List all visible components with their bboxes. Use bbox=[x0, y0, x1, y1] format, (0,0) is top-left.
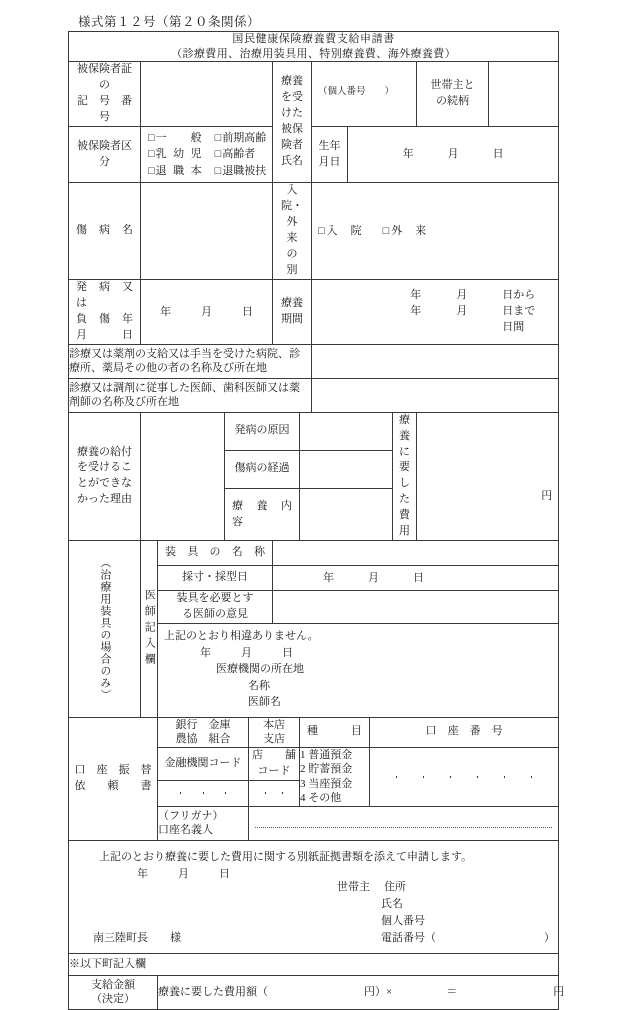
application-form-table bbox=[68, 31, 565, 1010]
birthdate-field[interactable] bbox=[348, 126, 559, 183]
progress-label: 傷病の経過 bbox=[225, 450, 300, 488]
cause-field[interactable] bbox=[300, 412, 393, 450]
account-number-cell[interactable] bbox=[451, 776, 478, 778]
device-name-field[interactable] bbox=[273, 541, 559, 566]
checkbox-inpatient[interactable]: □ 入 院 bbox=[318, 224, 363, 239]
doctor-name-label: 医師名 bbox=[248, 696, 281, 709]
formula-yen-multiply: 円）× bbox=[364, 985, 393, 998]
admission-type-options[interactable] bbox=[312, 183, 559, 280]
checkbox-retired-dependent[interactable]: □ 退職被扶 bbox=[215, 163, 267, 180]
form-title-cell bbox=[69, 32, 559, 62]
account-type-option-1[interactable]: 1 普通預金 bbox=[300, 748, 353, 761]
admission-type-label: 入院・外 来 の 別 bbox=[273, 183, 312, 280]
application-statement-row bbox=[69, 840, 559, 953]
cost-unit: 円 bbox=[541, 489, 553, 502]
relation-label: 世帯主と の続柄 bbox=[417, 62, 489, 127]
treatment-content-field[interactable] bbox=[300, 488, 393, 540]
householder-name-label: 氏名 bbox=[381, 897, 403, 910]
cert-number-field[interactable] bbox=[141, 62, 273, 127]
insured-category-label: 被保険者区分 bbox=[69, 126, 141, 183]
reason-cause-row bbox=[69, 412, 559, 450]
checkbox-elderly[interactable]: □ 高齢者 bbox=[215, 146, 256, 163]
bank-code-cell[interactable] bbox=[226, 792, 249, 794]
declaration-text: 上記のとおり相違ありません。 bbox=[164, 630, 319, 643]
householder-info-block bbox=[337, 879, 555, 947]
branch-code-cell[interactable] bbox=[249, 792, 266, 794]
payment-formula-field[interactable] bbox=[158, 975, 565, 1009]
application-statement-cell bbox=[69, 840, 559, 953]
onset-date-label: 発 病 又 は 負 傷 年 月 日 bbox=[69, 279, 141, 344]
hospital-label: 診療又は薬剤の支給又は手当を受けた病院、診 療所、薬局その他の者の名称及び所在地 bbox=[69, 344, 312, 378]
category-row-1 bbox=[148, 130, 267, 147]
form-title-main: 国民健康保険療養費支給申請書 bbox=[232, 33, 395, 45]
treatment-period-label: 療養期間 bbox=[273, 279, 312, 344]
formula-equals: ＝ bbox=[446, 985, 458, 998]
account-number-cell[interactable] bbox=[504, 776, 531, 778]
device-name-label: 装 具 の 名 称 bbox=[158, 541, 273, 566]
application-date[interactable]: 年 月 日 bbox=[137, 867, 230, 880]
patient-name-field[interactable] bbox=[312, 62, 417, 127]
account-type-option-4[interactable]: 4 その他 bbox=[300, 792, 342, 805]
cost-label: 療養 に要 した 費用 bbox=[393, 412, 417, 541]
checkbox-early-elderly[interactable]: □ 前期高齢 bbox=[215, 130, 267, 147]
hospital-row bbox=[69, 344, 559, 378]
account-type-options[interactable] bbox=[300, 747, 370, 806]
practitioner-row bbox=[69, 378, 559, 412]
practitioner-field[interactable] bbox=[312, 378, 559, 412]
illness-name-field[interactable] bbox=[141, 183, 273, 280]
birthdate-label: 生年月日 bbox=[312, 126, 348, 183]
measure-date-field[interactable] bbox=[273, 566, 559, 591]
payment-amount-label: 支給金額 （決定） bbox=[69, 975, 158, 1009]
birthdate-ymd: 年 月 日 bbox=[402, 148, 504, 161]
bank-code-cells[interactable] bbox=[158, 780, 249, 806]
treatment-content-label: 療 養 内 容 bbox=[225, 488, 300, 540]
account-number-cell[interactable] bbox=[397, 776, 424, 778]
period-total-line: 日間 bbox=[502, 320, 525, 333]
account-type-label: 種 目 bbox=[300, 717, 370, 747]
institution-name-label: 名称 bbox=[248, 679, 270, 692]
bank-code-cell[interactable] bbox=[181, 792, 204, 794]
practitioner-label: 診療又は調剤に従事した医師、歯科医師又は薬 剤師の名称及び所在地 bbox=[69, 378, 312, 412]
householder-mynumber-label: 個人番号 bbox=[381, 914, 425, 927]
cert-number-row bbox=[69, 62, 559, 127]
account-type-option-2[interactable]: 2 貯蓄預金 bbox=[300, 763, 353, 776]
form-number: 様式第１２号（第２０条関係） bbox=[78, 15, 261, 29]
bank-code-label: 金融機関コード bbox=[158, 747, 249, 780]
account-number-cell[interactable] bbox=[424, 776, 451, 778]
householder-address-line: 世帯主 住所 bbox=[337, 880, 406, 893]
cause-label: 発病の原因 bbox=[225, 412, 300, 450]
branch-code-cells[interactable] bbox=[249, 780, 300, 806]
checkbox-infant[interactable]: □ 乳幼児 bbox=[148, 146, 202, 163]
account-number-cell[interactable] bbox=[370, 776, 397, 778]
hospital-field[interactable] bbox=[312, 344, 559, 378]
institution-address-label: 医療機関の所在地 bbox=[216, 663, 304, 676]
bank-code-cell[interactable] bbox=[158, 792, 181, 794]
onset-ymd: 年 月 日 bbox=[160, 305, 253, 318]
mayor-addressee: 南三陸町長 様 bbox=[93, 931, 181, 944]
furigana-dotted-line bbox=[255, 827, 552, 828]
treatment-period-field[interactable] bbox=[312, 279, 559, 344]
my-number-inline-label: （個人番号 ） bbox=[318, 87, 395, 98]
account-number-cell[interactable] bbox=[531, 776, 558, 778]
doctor-opinion-field[interactable] bbox=[273, 591, 559, 624]
title-row bbox=[69, 32, 559, 62]
branch-code-cell[interactable] bbox=[282, 792, 299, 794]
device-name-row bbox=[69, 541, 559, 566]
progress-field[interactable] bbox=[300, 450, 393, 488]
formula-prefix: 療養に要した費用額（ bbox=[158, 985, 268, 998]
measure-date-label: 採寸・採型日 bbox=[158, 566, 273, 591]
account-holder-label: （フリガナ） 口座名義人 bbox=[158, 806, 249, 840]
account-number-label: 口 座 番 号 bbox=[370, 717, 559, 747]
account-holder-field[interactable] bbox=[249, 806, 559, 840]
cert-number-label: 被保険者証の 記 号 番 号 bbox=[69, 62, 141, 127]
bank-header-row bbox=[69, 717, 559, 747]
illness-name-label: 傷 病 名 bbox=[69, 183, 141, 280]
insured-category-row bbox=[69, 126, 559, 183]
official-amount-row bbox=[69, 975, 559, 1009]
account-number-cell-grid bbox=[370, 776, 558, 778]
measure-ymd: 年 月 日 bbox=[323, 571, 424, 584]
onset-date-row bbox=[69, 279, 559, 344]
formula-yen-result: 円 bbox=[553, 985, 565, 998]
checkbox-retired-principal[interactable]: □ 退職本 bbox=[148, 163, 202, 180]
checkbox-outpatient[interactable]: □ 外 来 bbox=[383, 224, 428, 239]
reason-field[interactable] bbox=[141, 412, 225, 541]
branch-code-cell[interactable] bbox=[266, 792, 283, 794]
bank-section-label: 口 座 振 替 依 頼 書 bbox=[69, 717, 158, 840]
onset-date-field[interactable] bbox=[141, 279, 273, 344]
device-section-vertical-label: （治療用装具の場合のみ） bbox=[69, 541, 141, 717]
relation-field[interactable] bbox=[489, 62, 559, 127]
cost-field[interactable] bbox=[417, 412, 559, 541]
bank-code-cell[interactable] bbox=[203, 792, 226, 794]
illness-name-row bbox=[69, 183, 559, 280]
bank-code-cell-grid bbox=[158, 792, 248, 794]
account-type-option-3[interactable]: 3 当座預金 bbox=[300, 777, 353, 790]
application-statement-text: 上記のとおり療養に要した費用に関する別紙証拠書類を添えて申請します。 bbox=[99, 850, 473, 863]
doctor-opinion-label: 装具を必要とす る医師の意見 bbox=[158, 591, 273, 624]
patient-name-label: 療養を受 けた被保 険者氏名 bbox=[273, 62, 312, 183]
branch-code-label: 店 舗 コード bbox=[249, 747, 300, 780]
branch-kind-label: 本店 支店 bbox=[249, 717, 300, 747]
bank-kind-label: 銀行 金庫 農協 組合 bbox=[158, 717, 249, 747]
declaration-date[interactable]: 年 月 日 bbox=[200, 646, 293, 659]
category-row-2 bbox=[148, 146, 267, 163]
insured-category-options[interactable] bbox=[141, 126, 273, 183]
official-use-note: ※以下町記入欄 bbox=[69, 953, 559, 975]
account-number-cell[interactable] bbox=[478, 776, 505, 778]
category-row-3 bbox=[148, 163, 267, 180]
branch-code-cell-grid bbox=[249, 792, 299, 794]
form-title-sub: （診療費用、治療用装具用、特別療養費、海外療養費） bbox=[171, 47, 457, 60]
doctor-declaration-block bbox=[158, 624, 559, 718]
account-number-cells[interactable] bbox=[370, 747, 559, 806]
doctor-entry-vertical-label: 医師記入欄 bbox=[141, 541, 158, 717]
official-note-row bbox=[69, 953, 559, 975]
householder-tel-line[interactable]: 電話番号（ ） bbox=[381, 931, 555, 944]
period-to-line: 年 月 日まで bbox=[410, 304, 536, 317]
period-from-line: 年 月 日から bbox=[410, 288, 536, 301]
checkbox-general[interactable]: □ 一 般 bbox=[148, 130, 202, 147]
reason-label: 療養の給付 を受けるこ とができな かった理由 bbox=[69, 412, 141, 541]
